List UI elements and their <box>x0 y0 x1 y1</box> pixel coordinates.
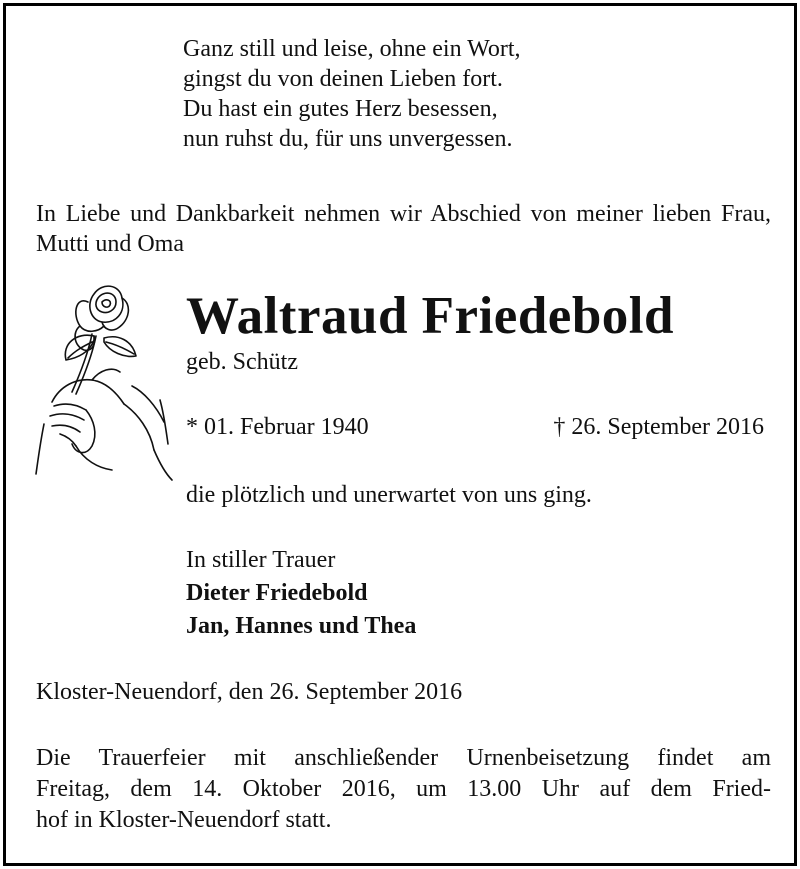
funeral-line: Freitag, dem 14. Oktober 2016, um 13.00 Uhr auf dem Fried- <box>36 776 771 802</box>
mourner-name: Dieter Friedebold <box>186 580 368 606</box>
funeral-info <box>36 743 771 836</box>
poem-line: Ganz still und leise, ohne ein Wort, <box>183 36 521 62</box>
mourners-heading: In stiller Trauer <box>186 547 336 573</box>
poem-line: Du hast ein gutes Herz besessen, <box>183 96 498 122</box>
birth-date: * 01. Februar 1940 <box>186 414 369 440</box>
intro-text: In Liebe und Dankbarkeit nehmen wir Abschied von meiner lieben Frau, Mutti und Oma <box>36 201 771 257</box>
mourner-name: Jan, Hannes und Thea <box>186 613 417 639</box>
poem-line: nun ruhst du, für uns unvergessen. <box>183 126 513 152</box>
funeral-line: hof in Kloster-Neuendorf statt. <box>36 807 332 833</box>
mourners-block <box>186 544 416 643</box>
deceased-name: Waltraud Friedebold <box>186 287 675 345</box>
poem <box>183 34 521 154</box>
poem-line: gingst du von deinen Lieben fort. <box>183 66 503 92</box>
sudden-death-line: die plötzlich und unerwartet von uns ging. <box>186 482 592 508</box>
maiden-name: geb. Schütz <box>186 349 298 375</box>
funeral-line: Die Trauerfeier mit anschließender Urnenbeisetzung findet am <box>36 745 771 771</box>
obituary-notice <box>3 3 797 866</box>
rose-in-hand-icon <box>32 274 180 484</box>
death-date: † 26. September 2016 <box>553 414 764 440</box>
place-date: Kloster-Neuendorf, den 26. September 2016 <box>36 679 463 705</box>
